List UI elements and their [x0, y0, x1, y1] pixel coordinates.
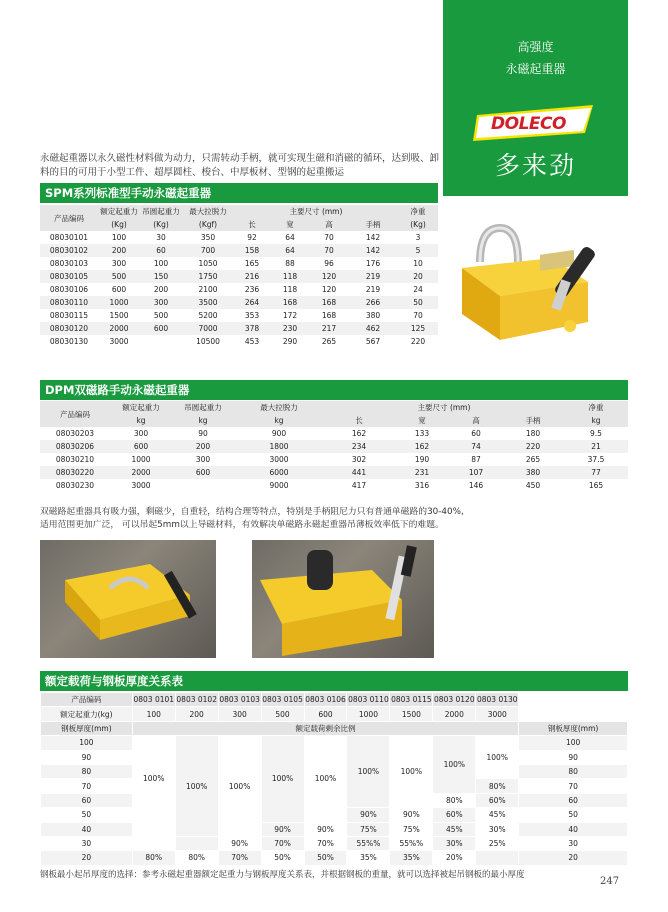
table-cell: 168: [270, 296, 310, 309]
load-row-40: [41, 822, 628, 836]
logo-text: DOLECO: [491, 114, 566, 134]
load-cell: 60%: [433, 808, 476, 822]
table-cell: 1500: [109, 311, 129, 320]
table-cell: 216: [234, 270, 270, 283]
table-cell: 234: [324, 440, 394, 453]
table-cell: 92: [247, 233, 257, 242]
dpm-unit: 手柄: [502, 414, 564, 427]
table-cell: 700: [182, 244, 234, 257]
dpm-col-dims: 主要尺寸 (mm): [324, 401, 564, 414]
dpm-photo-left: [40, 540, 216, 658]
dpm-note-line1: 双磁路起重器具有吸力强，剩磁少，自重轻，结构合理等特点，特别是手柄阻尼力只有普通单磁路的30-40%,: [40, 507, 464, 517]
dpm-photo-right: [252, 540, 434, 658]
dpm-col-round: 吊圆起重力: [172, 401, 234, 414]
load-cell: 20%: [433, 851, 476, 865]
spm-unit: 手柄: [348, 218, 398, 231]
thickness: 70: [41, 779, 133, 793]
load-cell: 100%: [347, 736, 390, 808]
spm-unit: (Kg): [398, 218, 438, 231]
load-force: 600: [304, 707, 347, 721]
table-row: [40, 453, 628, 466]
table-cell: 7000: [182, 322, 234, 335]
load-thick-label-right: 钢板厚度(mm): [519, 721, 628, 735]
load-cell: 75%: [347, 822, 390, 836]
load-row-30: [41, 836, 628, 850]
load-cell: 50%: [261, 851, 304, 865]
table-row: [40, 466, 628, 479]
table-cell: 2000: [98, 322, 140, 335]
load-force: 2000: [433, 707, 476, 721]
spm-col-max: 最大拉脱力: [182, 205, 234, 218]
table-cell: 290: [282, 337, 298, 346]
load-cell: 35%: [390, 851, 433, 865]
dpm-title: DPM双磁路手动永磁起重器: [45, 383, 190, 397]
load-cell: 70%: [218, 851, 261, 865]
load-code: 0803 0103: [218, 693, 261, 707]
table-row: [40, 479, 628, 492]
load-cell: 55%%: [390, 836, 433, 850]
spm-unit: (Kgf): [182, 218, 234, 231]
dpm-col-max: 最大拉脱力: [234, 401, 324, 414]
dpm-unit: kg: [564, 414, 628, 427]
table-cell: 30: [156, 233, 166, 242]
table-cell: 9.5: [590, 429, 602, 438]
table-cell: 165: [588, 481, 604, 490]
table-cell: 220: [502, 440, 564, 453]
table-cell: 3500: [182, 296, 234, 309]
table-row: [40, 427, 628, 440]
table-cell: 265: [321, 337, 337, 346]
spm-unit: (Kg): [98, 218, 140, 231]
load-cell: [132, 822, 175, 836]
load-force: 1000: [347, 707, 390, 721]
thickness-right: 90: [519, 750, 628, 764]
table-cell: 77: [564, 466, 628, 479]
thickness-right: 30: [519, 836, 628, 850]
dpm-note-line2: 适用范围更加广泛， 可以吊起5mm以上导磁材料，有效解决单磁路永磁起重器吊薄板效率低下的难题。: [40, 519, 444, 530]
table-cell: 107: [450, 466, 502, 479]
table-cell: 74: [450, 440, 502, 453]
dpm-unit: 宽: [394, 414, 450, 427]
table-cell: 96: [324, 259, 334, 268]
spm-unit: 长: [234, 218, 270, 231]
table-cell: 300: [195, 455, 211, 464]
load-code: 0803 0101: [132, 693, 175, 707]
table-cell: 168: [321, 311, 337, 320]
doleco-logo: [473, 103, 598, 143]
table-row: [40, 335, 438, 348]
load-cell: 100%: [390, 736, 433, 808]
table-cell: 08030105: [40, 270, 98, 283]
table-cell: 265: [525, 455, 541, 464]
table-cell: 453: [244, 337, 260, 346]
table-row: [40, 257, 438, 270]
thickness: 80: [41, 764, 133, 778]
table-cell: 300: [111, 259, 127, 268]
table-cell: 08030203: [55, 429, 95, 438]
dpm-title-bar: [40, 380, 628, 400]
table-cell: 219: [365, 285, 381, 294]
load-code-label: 产品编码: [41, 693, 133, 707]
spm-product-image: [460, 222, 610, 344]
load-force: 3000: [476, 707, 519, 721]
table-cell: 600: [140, 322, 182, 335]
load-title: 额定载荷与钢板厚度关系表: [45, 674, 183, 688]
thickness: 40: [41, 822, 133, 836]
table-cell: 1000: [98, 296, 140, 309]
table-cell: 08030220: [40, 466, 110, 479]
load-cell: 100%: [175, 736, 218, 837]
table-cell: 100: [153, 259, 169, 268]
table-cell: 20: [398, 270, 438, 283]
table-cell: 10500: [196, 337, 220, 346]
table-cell: 125: [398, 322, 438, 335]
load-force-row: [41, 707, 628, 721]
footer-note: 钢板最小起吊厚度的选择：参考永磁起重器额定起重力与钢板厚度关系表，并根据钢板的重量，就可以选择被起吊钢板的最小厚度: [40, 870, 525, 880]
table-cell: 88: [285, 259, 295, 268]
table-cell: 60: [140, 244, 182, 257]
table-cell: 353: [244, 311, 260, 320]
thickness-right: 100: [519, 736, 628, 750]
load-empty: [519, 693, 628, 707]
table-cell: 190: [414, 455, 430, 464]
load-ratio-label: 额定载荷剩余比例: [132, 721, 518, 735]
table-cell: 08030230: [55, 481, 95, 490]
table-row: [40, 283, 438, 296]
table-cell: 230: [270, 322, 310, 335]
load-cell: 80%: [476, 779, 519, 793]
table-cell: 300: [140, 296, 182, 309]
load-cell: 100%: [261, 736, 304, 822]
load-cell: 100%: [218, 736, 261, 837]
table-cell: 3000: [109, 337, 129, 346]
table-cell: 158: [234, 244, 270, 257]
table-cell: 441: [324, 466, 394, 479]
table-cell: 172: [282, 311, 298, 320]
table-cell: 3: [415, 233, 421, 242]
table-cell: [172, 479, 234, 492]
table-cell: 08030103: [49, 259, 89, 268]
load-cell: 80%: [175, 851, 218, 865]
dpm-note: [40, 506, 630, 531]
spm-unit: 宽: [270, 218, 310, 231]
table-row: [40, 296, 438, 309]
load-table: [40, 692, 628, 866]
table-cell: 24: [413, 285, 423, 294]
spm-col-weight: 净重: [398, 205, 438, 218]
table-row: [40, 322, 438, 335]
table-cell: 37.5: [587, 455, 605, 464]
table-cell: 200: [172, 440, 234, 453]
table-cell: 3000: [131, 481, 151, 490]
load-cell: 45%: [433, 822, 476, 836]
table-cell: 162: [351, 429, 367, 438]
load-cell: 100%: [433, 736, 476, 794]
table-cell: 08030115: [49, 311, 89, 320]
dpm-unit: kg: [110, 414, 172, 427]
load-code: 0803 0120: [433, 693, 476, 707]
table-cell: 450: [525, 481, 541, 490]
table-cell: 1800: [234, 440, 324, 453]
load-cell: 35%: [347, 851, 390, 865]
table-cell: 176: [365, 259, 381, 268]
load-cell: 100%: [132, 736, 175, 822]
load-cell: 100%: [304, 736, 347, 822]
load-code: 0803 0130: [476, 693, 519, 707]
table-cell: 08030110: [40, 296, 98, 309]
table-cell: 120: [310, 270, 348, 283]
table-cell: 350: [200, 233, 216, 242]
load-cell: 90%: [304, 822, 347, 836]
table-cell: 600: [110, 440, 172, 453]
table-cell: 200: [98, 244, 140, 257]
thickness: 100: [41, 736, 133, 750]
spm-col-rated: 额定起重力: [98, 205, 140, 218]
load-code: 0803 0110: [347, 693, 390, 707]
dpm-header-row-2: [40, 414, 628, 427]
page-number: 247: [600, 876, 620, 887]
dpm-header-row-1: [40, 401, 628, 414]
load-cell: 90%: [261, 822, 304, 836]
load-code-row: [41, 693, 628, 707]
load-cell: 90%: [347, 808, 390, 822]
thickness: 90: [41, 750, 133, 764]
thickness-right: 20: [519, 851, 628, 865]
load-force: 500: [261, 707, 304, 721]
table-cell: 462: [348, 322, 398, 335]
table-cell: 231: [394, 466, 450, 479]
table-cell: 64: [270, 244, 310, 257]
spm-header-row-1: [40, 205, 438, 218]
load-force: 200: [175, 707, 218, 721]
spm-unit: (Kg): [140, 218, 182, 231]
load-force-label: 额定起重力(kg): [41, 707, 133, 721]
table-cell: 168: [310, 296, 348, 309]
load-cell: 25%: [476, 836, 519, 850]
table-cell: 118: [270, 270, 310, 283]
table-cell: 1000: [131, 455, 151, 464]
table-cell: 380: [502, 466, 564, 479]
table-cell: 90: [198, 429, 208, 438]
brand-panel: [443, 0, 628, 196]
load-force: 100: [132, 707, 175, 721]
table-cell: 5200: [198, 311, 218, 320]
thickness-right: 50: [519, 808, 628, 822]
load-force: 1500: [390, 707, 433, 721]
thickness-right: 80: [519, 764, 628, 778]
table-cell: 08030101: [49, 233, 89, 242]
spm-header-row-2: [40, 218, 438, 231]
brand-chinese: 多来劲: [494, 151, 576, 180]
table-cell: 264: [234, 296, 270, 309]
thickness-right: 70: [519, 779, 628, 793]
dpm-col-code: 产品编码: [40, 401, 110, 427]
table-row: [40, 244, 438, 257]
table-cell: 08030120: [40, 322, 98, 335]
load-cell: 30%: [476, 822, 519, 836]
table-cell: 2100: [198, 285, 218, 294]
thickness: 20: [41, 851, 133, 865]
table-cell: 10: [413, 259, 423, 268]
table-cell: 567: [365, 337, 381, 346]
table-cell: 5: [398, 244, 438, 257]
thickness: 50: [41, 808, 133, 822]
table-cell: 08030106: [49, 285, 89, 294]
dpm-table: [40, 401, 628, 492]
table-cell: 08030130: [49, 337, 89, 346]
load-code: 0803 0115: [390, 693, 433, 707]
table-cell: 150: [140, 270, 182, 283]
table-cell: 165: [244, 259, 260, 268]
table-cell: 236: [244, 285, 260, 294]
dpm-unit: 高: [450, 414, 502, 427]
load-code: 0803 0105: [261, 693, 304, 707]
header-line2: 永磁起重器: [505, 62, 566, 76]
table-cell: 142: [348, 244, 398, 257]
table-cell: 70: [324, 233, 334, 242]
table-cell: 900: [271, 429, 287, 438]
table-cell: 142: [365, 233, 381, 242]
table-cell: 70: [413, 311, 423, 320]
load-cell: [175, 836, 218, 850]
load-cell: 55%%: [347, 836, 390, 850]
spm-title: SPM系列标准型手动永磁起重器: [45, 186, 212, 200]
load-cell: 45%: [476, 808, 519, 822]
load-cell: 60%: [476, 793, 519, 807]
load-empty: [519, 707, 628, 721]
table-cell: 70: [310, 244, 348, 257]
table-cell: 87: [471, 455, 481, 464]
table-cell: 600: [172, 466, 234, 479]
load-cell: 70%: [261, 836, 304, 850]
load-code: 0803 0106: [304, 693, 347, 707]
table-cell: 1750: [182, 270, 234, 283]
load-cell: 90%: [390, 808, 433, 822]
thickness-right: 40: [519, 822, 628, 836]
table-row: [40, 309, 438, 322]
thickness: 30: [41, 836, 133, 850]
table-cell: 217: [310, 322, 348, 335]
table-cell: 500: [153, 311, 169, 320]
load-force: 300: [218, 707, 261, 721]
load-title-bar: [40, 671, 628, 691]
load-cell: 80%: [433, 793, 476, 807]
table-cell: 220: [410, 337, 426, 346]
table-cell: 50: [398, 296, 438, 309]
table-cell: 08030210: [55, 455, 95, 464]
load-row-100: [41, 736, 628, 750]
load-cell: 75%: [390, 822, 433, 836]
table-cell: 118: [282, 285, 298, 294]
load-cell: 100%: [476, 736, 519, 779]
load-thick-label: 钢板厚度(mm): [41, 721, 133, 735]
dpm-unit: kg: [172, 414, 234, 427]
dpm-col-rated: 额定起重力: [110, 401, 172, 414]
table-cell: 266: [348, 296, 398, 309]
load-cell: 70%: [304, 836, 347, 850]
dpm-col-weight: 净重: [564, 401, 628, 414]
load-cell: [132, 836, 175, 850]
intro-text: 永磁起重器以永久磁性材料做为动力，只需转动手柄，就可实现生磁和消磁的循环，达到吸、卸料的目的可用于小型工件、超厚圆柱、梭台、中厚板材、型钢的起重搬运: [40, 153, 440, 178]
table-cell: 300: [133, 429, 149, 438]
load-cell: 90%: [218, 836, 261, 850]
dpm-unit: kg: [234, 414, 324, 427]
spm-col-dims: 主要尺寸 (mm): [234, 205, 398, 218]
table-cell: 316: [414, 481, 430, 490]
table-row: [40, 440, 628, 453]
table-cell: 378: [234, 322, 270, 335]
table-cell: 180: [525, 429, 541, 438]
table-cell: 219: [348, 270, 398, 283]
table-cell: 133: [414, 429, 430, 438]
load-row-20: [41, 851, 628, 865]
table-cell: 380: [365, 311, 381, 320]
spm-title-bar: [40, 183, 438, 203]
load-cell: 80%: [132, 851, 175, 865]
table-cell: 2000: [110, 466, 172, 479]
table-cell: 120: [321, 285, 337, 294]
table-cell: 64: [285, 233, 295, 242]
spm-table: [40, 205, 438, 348]
load-label-row: [41, 721, 628, 735]
table-cell: 3000: [269, 455, 289, 464]
spm-unit: 高: [310, 218, 348, 231]
table-row: [40, 270, 438, 283]
load-code: 0803 0102: [175, 693, 218, 707]
table-row: [40, 231, 438, 244]
thickness-right: 60: [519, 793, 628, 807]
table-cell: 200: [153, 285, 169, 294]
load-cell: 50%: [304, 851, 347, 865]
table-cell: 100: [111, 233, 127, 242]
table-cell: 9000: [269, 481, 289, 490]
table-cell: 500: [98, 270, 140, 283]
table-cell: 162: [394, 440, 450, 453]
dpm-unit: 长: [324, 414, 394, 427]
table-cell: 302: [351, 455, 367, 464]
table-cell: 60: [471, 429, 481, 438]
table-cell: 6000: [234, 466, 324, 479]
header-line1: 高强度: [517, 40, 554, 54]
spm-col-code: 产品编码: [40, 205, 98, 231]
table-cell: 08030206: [40, 440, 110, 453]
table-cell: 600: [111, 285, 127, 294]
thickness: 60: [41, 793, 133, 807]
table-cell: 08030102: [40, 244, 98, 257]
load-cell: 30%: [433, 836, 476, 850]
table-cell: [140, 335, 182, 348]
load-cell: [476, 851, 519, 865]
table-cell: 417: [351, 481, 367, 490]
spm-col-round: 吊圆起重力: [140, 205, 182, 218]
table-cell: 21: [564, 440, 628, 453]
table-cell: 146: [468, 481, 484, 490]
table-cell: 1050: [198, 259, 218, 268]
